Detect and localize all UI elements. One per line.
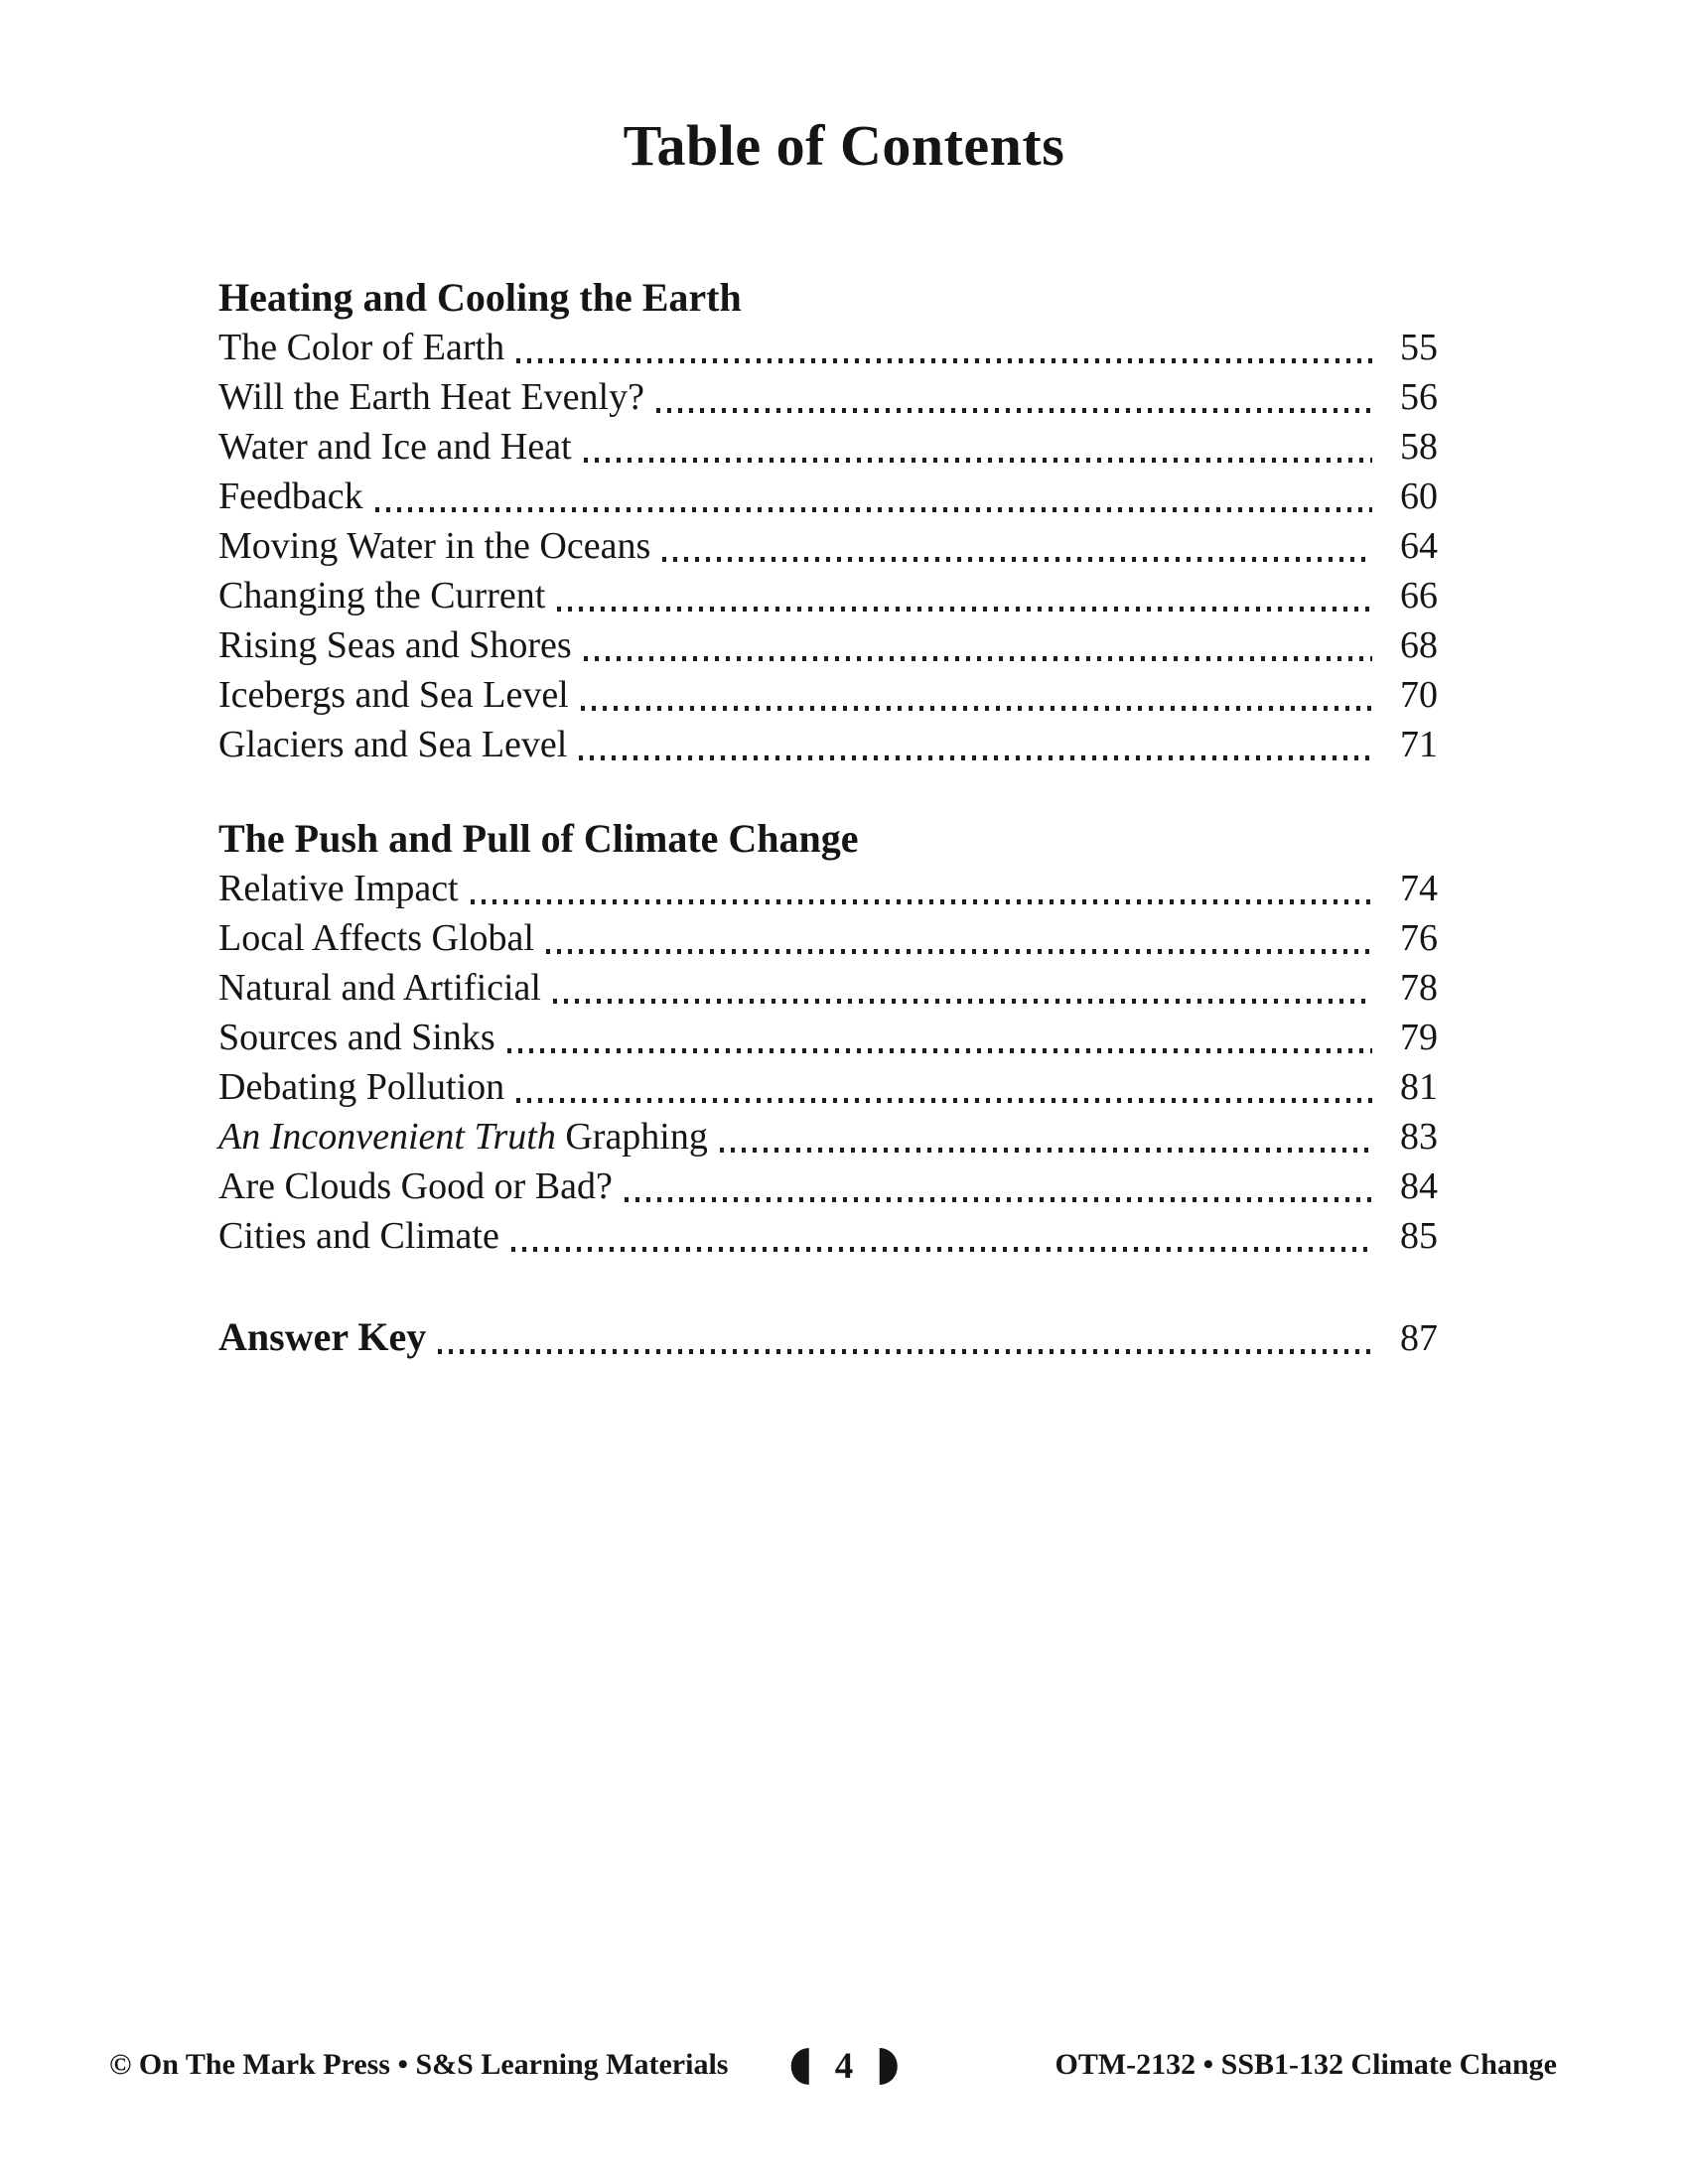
toc-entry-row [218, 1062, 1438, 1112]
dot-leader [553, 999, 1372, 1004]
page-title: Table of Contents [623, 113, 1065, 178]
dot-leader [516, 1098, 1372, 1103]
toc-entry-row [218, 1211, 1438, 1261]
entry-page-number: 60 [1400, 476, 1438, 517]
dot-leader [656, 408, 1372, 413]
entry-page-number: 55 [1400, 327, 1438, 368]
toc-section [218, 273, 1438, 769]
entry-page-number: 70 [1400, 674, 1438, 716]
entry-page-number: 71 [1400, 724, 1438, 765]
dot-leader [507, 1048, 1372, 1053]
toc-entry-row [218, 422, 1438, 472]
dot-leader [557, 607, 1372, 612]
toc-entry-row [218, 472, 1438, 521]
entry-page-number: 66 [1400, 575, 1438, 616]
dot-leader [625, 1197, 1372, 1202]
toc-section [218, 814, 1438, 1261]
entry-label: Glaciers and Sea Level [218, 724, 568, 765]
entry-page-number: 79 [1400, 1017, 1438, 1058]
dot-leader [581, 706, 1372, 711]
table-of-contents [218, 273, 1438, 1363]
dot-leader [584, 656, 1372, 661]
entry-page-number: 83 [1400, 1116, 1438, 1158]
entry-page-number: 58 [1400, 426, 1438, 468]
left-semicircle-icon [791, 2048, 809, 2085]
footer-product-code-text: OTM-2132 • SSB1-132 Climate Change [1055, 2048, 1557, 2081]
toc-entry-row [218, 913, 1438, 963]
toc-entry-row [218, 323, 1438, 372]
dot-leader [662, 557, 1372, 562]
entry-label: Sources and Sinks [218, 1017, 495, 1058]
entry-label: An Inconvenient Truth Graphing [218, 1116, 708, 1158]
answer-key-page-number: 87 [1400, 1317, 1438, 1359]
toc-entry-row [218, 372, 1438, 422]
toc-entry-row [218, 1112, 1438, 1161]
entry-label: Icebergs and Sea Level [218, 674, 569, 716]
entry-label: Will the Earth Heat Evenly? [218, 376, 644, 418]
toc-entry-row [218, 571, 1438, 620]
entry-page-number: 64 [1400, 525, 1438, 567]
entry-label: Water and Ice and Heat [218, 426, 572, 468]
toc-entry-row [218, 720, 1438, 769]
entry-label: The Color of Earth [218, 327, 505, 368]
dot-leader [516, 358, 1372, 363]
answer-key-label: Answer Key [218, 1314, 427, 1359]
footer-page-number-marker [791, 2045, 898, 2088]
entry-label: Debating Pollution [218, 1066, 505, 1108]
toc-entry-row [218, 1013, 1438, 1062]
entry-page-number: 84 [1400, 1165, 1438, 1207]
entry-page-number: 85 [1400, 1215, 1438, 1257]
section-heading: The Push and Pull of Climate Change [218, 816, 859, 861]
entry-label: Natural and Artificial [218, 967, 541, 1009]
section-heading: Heating and Cooling the Earth [218, 275, 742, 320]
entry-label: Relative Impact [218, 868, 459, 909]
entry-label: Rising Seas and Shores [218, 624, 572, 666]
section-entries [218, 864, 1438, 1261]
footer-page-number: 4 [834, 2046, 854, 2087]
section-entries [218, 323, 1438, 769]
entry-label: Are Clouds Good or Bad? [218, 1165, 613, 1207]
toc-entry-row [218, 963, 1438, 1013]
entry-page-number: 81 [1400, 1066, 1438, 1108]
toc-entry-row [218, 521, 1438, 571]
entry-page-number: 76 [1400, 917, 1438, 959]
entry-label: Feedback [218, 476, 363, 517]
toc-entry-row [218, 620, 1438, 670]
entry-page-number: 56 [1400, 376, 1438, 418]
footer-publisher-text: © On The Mark Press • S&S Learning Materials [109, 2048, 729, 2081]
toc-sections [218, 273, 1438, 1261]
answer-key-row [218, 1312, 1438, 1363]
entry-page-number: 68 [1400, 624, 1438, 666]
entry-label: Local Affects Global [218, 917, 534, 959]
entry-page-number: 78 [1400, 967, 1438, 1009]
dot-leader [579, 755, 1372, 760]
dot-leader [471, 899, 1372, 904]
dot-leader [720, 1148, 1372, 1153]
dot-leader [438, 1349, 1372, 1354]
entry-label: Moving Water in the Oceans [218, 525, 651, 567]
entry-label: Changing the Current [218, 575, 546, 616]
entry-page-number: 74 [1400, 868, 1438, 909]
toc-entry-row [218, 1161, 1438, 1211]
dot-leader [546, 949, 1372, 954]
dot-leader [511, 1247, 1372, 1252]
dot-leader [584, 458, 1372, 463]
entry-label: Cities and Climate [218, 1215, 499, 1257]
toc-entry-row [218, 864, 1438, 913]
dot-leader [375, 507, 1372, 512]
right-semicircle-icon [879, 2048, 897, 2085]
toc-entry-row [218, 670, 1438, 720]
